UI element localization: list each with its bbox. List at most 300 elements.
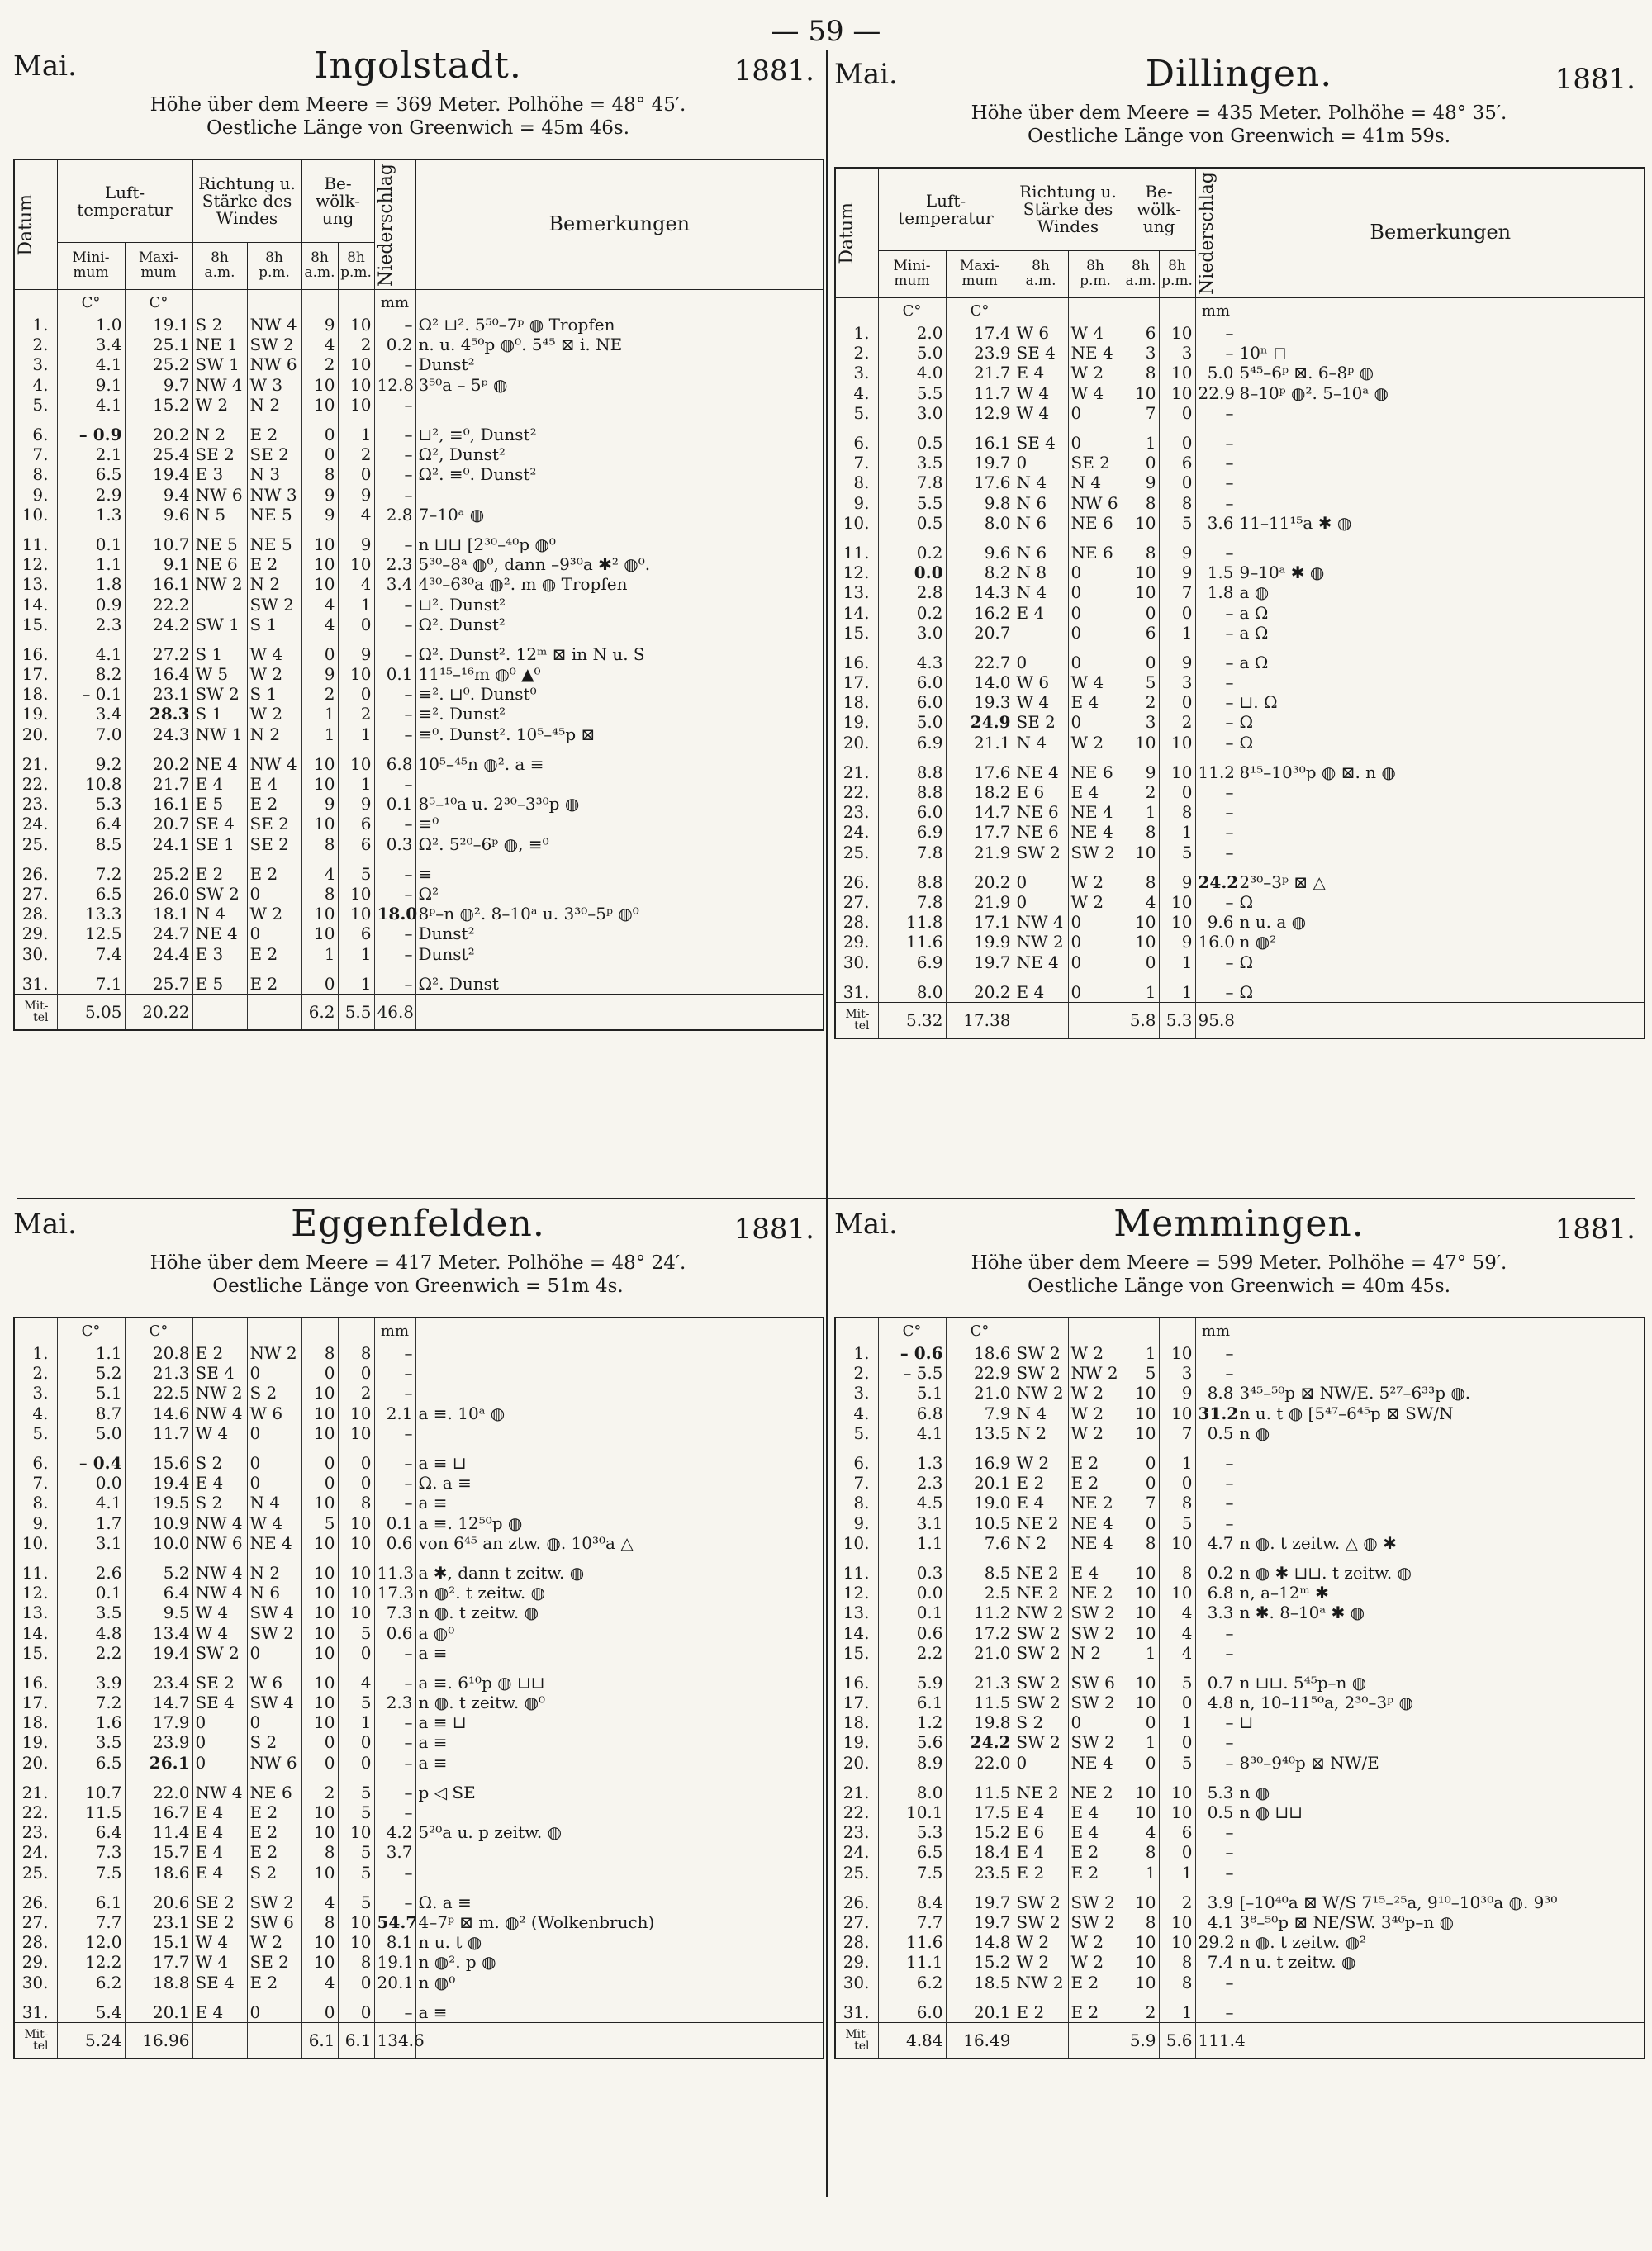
cell-wind-8pm: 0 <box>247 1643 301 1663</box>
column-bem: Bemerkungen <box>415 159 824 290</box>
cell-cloud-8pm: 4 <box>1159 1643 1195 1663</box>
cell-precip: – <box>1195 952 1237 971</box>
weather-table <box>834 167 1645 1039</box>
table-row <box>835 1553 1645 1583</box>
cell-precip: – <box>1195 323 1237 343</box>
cell-wind-8pm: SW 2 <box>1068 1603 1123 1622</box>
cell-mittel-7: 95.8 <box>1195 1002 1237 1038</box>
cell-wind-8am: N 6 <box>1014 493 1068 513</box>
cell-max-temp: 21.9 <box>946 892 1014 912</box>
cell-min-temp: 5.4 <box>57 1992 125 2023</box>
month-label: Mai. <box>834 1208 898 1241</box>
cell-max-temp: 16.9 <box>946 1443 1014 1473</box>
cell-cloud-8am: 2 <box>1123 1992 1159 2023</box>
cell-day: 23. <box>14 1822 57 1842</box>
cell-wind-8pm: W 4 <box>1068 323 1123 343</box>
table-row <box>14 774 824 794</box>
cell-wind-8pm: NE 4 <box>1068 802 1123 822</box>
cell-day: 26. <box>835 1883 878 1912</box>
cell-precip: – <box>374 774 415 794</box>
cell-max-temp: 24.7 <box>125 924 192 943</box>
cell-mittel-5: 6.1 <box>301 2022 338 2059</box>
column-nied <box>1195 168 1237 298</box>
cell-cloud-8pm: 4 <box>338 505 374 525</box>
cell-wind-8pm: E 2 <box>247 794 301 814</box>
cell-wind-8am: 0 <box>1014 1753 1068 1773</box>
cell-min-temp: – 0.4 <box>57 1443 125 1473</box>
cell-wind-8am: SE 2 <box>1014 712 1068 732</box>
cell-cloud-8pm: 10 <box>1159 1773 1195 1802</box>
cell-day: 7. <box>14 1473 57 1493</box>
cell-wind-8am: E 6 <box>1014 782 1068 802</box>
cell-wind-8pm: 0 <box>1068 1712 1123 1732</box>
cell-min-temp: 7.2 <box>57 1693 125 1712</box>
cell-remarks <box>1237 1822 1645 1842</box>
cell-min-temp: 0.0 <box>57 1473 125 1493</box>
cell-min-temp: 8.8 <box>878 862 946 892</box>
cell-wind-8pm: 0 <box>247 924 301 943</box>
cell-precip: – <box>1195 1992 1237 2023</box>
cell-cloud-8pm: 0 <box>1159 782 1195 802</box>
cell-day: 2. <box>14 1363 57 1383</box>
cell-cloud-8am: 10 <box>301 1802 338 1822</box>
cell-wind-8pm: W 2 <box>1068 862 1123 892</box>
cell-wind-8pm: NW 3 <box>247 485 301 505</box>
cell-min-temp: 1.3 <box>878 1443 946 1473</box>
cell-day: 18. <box>835 1712 878 1732</box>
cell-day: 4. <box>835 383 878 403</box>
cell-day: 8. <box>14 464 57 484</box>
cell-precip: 8.8 <box>1195 1383 1237 1403</box>
column-nied <box>374 159 415 290</box>
unit-blank <box>1237 1318 1645 1343</box>
unit-blank <box>1014 298 1068 324</box>
cell-wind-8am: NW 6 <box>192 485 247 505</box>
cell-wind-8pm: 0 <box>1068 932 1123 952</box>
table-row <box>14 1383 824 1403</box>
table-row <box>14 1773 824 1802</box>
cell-min-temp: 5.1 <box>878 1383 946 1403</box>
cell-cloud-8am: 0 <box>1123 1473 1159 1493</box>
cell-wind-8am: 0 <box>1014 892 1068 912</box>
table-row <box>14 1822 824 1842</box>
cell-day: 31. <box>14 964 57 995</box>
station-header <box>834 1203 1644 1317</box>
unit-blank <box>338 290 374 316</box>
cell-min-temp: 1.0 <box>57 315 125 335</box>
cell-min-temp: 0.0 <box>878 1583 946 1603</box>
table-row <box>835 892 1645 912</box>
cell-min-temp: 5.0 <box>878 712 946 732</box>
cell-cloud-8am: 4 <box>1123 1822 1159 1842</box>
cell-cloud-8am: 9 <box>301 315 338 335</box>
cell-remarks: a Ω <box>1237 643 1645 672</box>
cell-max-temp: 17.6 <box>946 753 1014 782</box>
cell-remarks: ⊔ <box>1237 1712 1645 1732</box>
cell-wind-8am: NE 2 <box>1014 1773 1068 1802</box>
table-row <box>835 822 1645 842</box>
cell-precip: 4.8 <box>1195 1693 1237 1712</box>
cell-precip: – <box>374 415 415 444</box>
station-block-eggenfelden <box>13 1203 823 2059</box>
cell-remarks: 8¹⁵–10³⁰p ◍ ⊠. n ◍ <box>1237 753 1645 782</box>
cell-wind-8am: NE 2 <box>1014 1513 1068 1533</box>
cell-max-temp: 19.4 <box>125 464 192 484</box>
cell-remarks <box>415 1423 824 1443</box>
cell-cloud-8am: 3 <box>1123 343 1159 363</box>
cell-mittel-5: 5.9 <box>1123 2022 1159 2059</box>
cell-wind-8am: SW 2 <box>1014 1732 1068 1752</box>
cell-cloud-8pm: 0 <box>338 684 374 704</box>
cell-day: 29. <box>14 1952 57 1972</box>
cell-precip: – <box>1195 1753 1237 1773</box>
cell-wind-8pm: W 3 <box>247 375 301 395</box>
cell-precip: 2.8 <box>374 505 415 525</box>
cell-min-temp: 5.2 <box>57 1363 125 1383</box>
cell-cloud-8am: 10 <box>301 1822 338 1842</box>
cell-wind-8am: 0 <box>192 1712 247 1732</box>
cell-remarks: Ω². 5²⁰–6ᵖ ◍, ≡⁰ <box>415 834 824 854</box>
cell-remarks: n ◍. t zeitw. ◍² <box>1237 1932 1645 1952</box>
cell-wind-8am: NW 4 <box>192 1553 247 1583</box>
cell-min-temp: 8.4 <box>878 1883 946 1912</box>
cell-wind-8am: E 4 <box>1014 1842 1068 1862</box>
cell-precip: – <box>374 395 415 415</box>
table-row <box>835 912 1645 932</box>
table-row <box>835 1643 1645 1663</box>
cell-cloud-8am: 10 <box>1123 383 1159 403</box>
cell-day: 29. <box>835 932 878 952</box>
cell-cloud-8am: 8 <box>1123 1842 1159 1862</box>
cell-cloud-8am: 10 <box>301 924 338 943</box>
cell-remarks: n u. t ◍ [5⁴⁷–6⁴⁵p ⊠ SW/N <box>1237 1403 1645 1423</box>
cell-max-temp: 14.8 <box>946 1932 1014 1952</box>
cell-wind-8pm: 0 <box>247 1992 301 2023</box>
unit-blank <box>415 290 824 316</box>
cell-cloud-8pm: 6 <box>338 834 374 854</box>
cell-max-temp: 18.6 <box>125 1863 192 1883</box>
cell-mittel-4 <box>1068 2022 1123 2059</box>
cell-day: 23. <box>835 1822 878 1842</box>
column-bew-8pm: 8h p.m. <box>1159 251 1195 298</box>
cell-max-temp: 20.6 <box>125 1883 192 1912</box>
cell-max-temp: 23.1 <box>125 684 192 704</box>
cell-cloud-8am: 0 <box>1123 643 1159 672</box>
cell-cloud-8pm: 1 <box>1159 822 1195 842</box>
cell-precip: 0.6 <box>374 1622 415 1642</box>
unit-celsius: C° <box>125 290 192 316</box>
cell-min-temp: 11.1 <box>878 1952 946 1972</box>
unit-mm: mm <box>1195 1318 1237 1343</box>
cell-min-temp: 0.5 <box>878 423 946 453</box>
unit-blank <box>1068 298 1123 324</box>
cell-cloud-8pm: 1 <box>1159 623 1195 643</box>
weather-table <box>834 1317 1645 2059</box>
cell-day: 12. <box>14 554 57 574</box>
cell-day: 28. <box>835 1932 878 1952</box>
cell-remarks: 3⁴⁵–⁵⁰p ⊠ NW/E. 5²⁷–6³³p ◍. <box>1237 1383 1645 1403</box>
cell-wind-8pm: W 2 <box>247 904 301 924</box>
cell-cloud-8am: 8 <box>301 464 338 484</box>
cell-max-temp: 24.2 <box>125 615 192 634</box>
cell-remarks <box>415 1802 824 1822</box>
cell-wind-8pm: S 2 <box>247 1732 301 1752</box>
cell-precip: – <box>1195 403 1237 423</box>
cell-remarks <box>1237 782 1645 802</box>
cell-min-temp: – 0.9 <box>57 415 125 444</box>
cell-max-temp: 25.2 <box>125 854 192 884</box>
cell-cloud-8am: 10 <box>1123 582 1159 602</box>
cell-precip: – <box>1195 692 1237 712</box>
cell-day: 29. <box>835 1952 878 1972</box>
cell-day: 31. <box>14 1992 57 2023</box>
year-label: 1881. <box>1555 63 1635 96</box>
cell-min-temp: 4.1 <box>57 395 125 415</box>
cell-max-temp: 19.8 <box>946 1712 1014 1732</box>
cell-cloud-8am: 1 <box>1123 972 1159 1003</box>
cell-wind-8pm: E 2 <box>1068 1473 1123 1493</box>
table-row <box>835 403 1645 423</box>
cell-cloud-8am: 10 <box>1123 1622 1159 1642</box>
cell-wind-8pm: SW 6 <box>1068 1663 1123 1693</box>
table-row <box>835 1383 1645 1403</box>
table-row <box>14 884 824 904</box>
unit-celsius: C° <box>57 290 125 316</box>
cell-mittel-4 <box>247 994 301 1030</box>
cell-cloud-8am: 2 <box>301 1773 338 1802</box>
cell-wind-8am: 0 <box>1014 643 1068 672</box>
cell-max-temp: 9.6 <box>946 533 1014 563</box>
altitude-line: Höhe über dem Meere = 435 Meter. Polhöhe = 48° 35′. <box>971 102 1507 124</box>
cell-wind-8pm: W 2 <box>247 664 301 684</box>
table-row <box>14 794 824 814</box>
table-row <box>835 1583 1645 1603</box>
cell-cloud-8pm: 0 <box>1159 692 1195 712</box>
cell-precip: 0.1 <box>374 664 415 684</box>
cell-cloud-8am: 2 <box>301 684 338 704</box>
cell-remarks <box>1237 1992 1645 2023</box>
cell-precip: – <box>374 1712 415 1732</box>
cell-cloud-8am: 10 <box>301 1622 338 1642</box>
cell-min-temp: 7.8 <box>878 892 946 912</box>
cell-precip: 6.8 <box>1195 1583 1237 1603</box>
cell-precip: – <box>1195 1712 1237 1732</box>
cell-cloud-8am: 10 <box>301 1603 338 1622</box>
cell-min-temp: 3.1 <box>878 1513 946 1533</box>
cell-wind-8am: NE 6 <box>1014 822 1068 842</box>
cell-wind-8am: W 6 <box>1014 323 1068 343</box>
column-bew-8pm: 8h p.m. <box>338 243 374 290</box>
cell-precip: 18.0 <box>374 904 415 924</box>
cell-cloud-8am: 1 <box>1123 423 1159 453</box>
column-wind-8pm: 8h p.m. <box>1068 251 1123 298</box>
cell-cloud-8pm: 10 <box>1159 912 1195 932</box>
table-row <box>14 1693 824 1712</box>
cell-cloud-8am: 8 <box>1123 1912 1159 1932</box>
cell-precip: 17.3 <box>374 1583 415 1603</box>
cell-wind-8am: NE 4 <box>192 744 247 774</box>
cell-wind-8pm: NE 5 <box>247 505 301 525</box>
table-row <box>14 1533 824 1553</box>
cell-max-temp: 16.1 <box>125 794 192 814</box>
cell-cloud-8pm: 6 <box>1159 1822 1195 1842</box>
cell-remarks: a ≡ <box>415 1732 824 1752</box>
cell-wind-8pm: W 2 <box>1068 1423 1123 1443</box>
cell-wind-8pm: 0 <box>247 1712 301 1732</box>
cell-max-temp: 20.2 <box>946 972 1014 1003</box>
cell-wind-8pm: 0 <box>247 1423 301 1443</box>
cell-cloud-8am: 0 <box>301 1732 338 1752</box>
unit-blank <box>338 1318 374 1343</box>
cell-cloud-8am: 0 <box>301 1473 338 1493</box>
cell-cloud-8pm: 10 <box>338 1403 374 1423</box>
cell-wind-8am: W 4 <box>1014 403 1068 423</box>
column-min: Mini-mum <box>878 251 946 298</box>
cell-remarks: n u. t zeitw. ◍ <box>1237 1952 1645 1972</box>
cell-remarks: n ◍⁰ <box>415 1972 824 1992</box>
cell-max-temp: 17.4 <box>946 323 1014 343</box>
cell-wind-8am: NE 5 <box>192 525 247 554</box>
unit-blank <box>1014 1318 1068 1343</box>
table-row <box>835 672 1645 692</box>
year-label: 1881. <box>733 1213 814 1246</box>
cell-cloud-8am: 9 <box>1123 753 1159 782</box>
cell-max-temp: 20.7 <box>946 623 1014 643</box>
cell-max-temp: 22.0 <box>125 1773 192 1802</box>
cell-precip: 2.3 <box>374 1693 415 1712</box>
table-row <box>835 453 1645 473</box>
cell-remarks: n ✱. 8–10ᵃ ✱ ◍ <box>1237 1603 1645 1622</box>
cell-remarks: Ω². ≡⁰. Dunst² <box>415 464 824 484</box>
cell-wind-8pm: NE 6 <box>1068 533 1123 563</box>
cell-remarks: ≡². ⊔⁰. Dunst⁰ <box>415 684 824 704</box>
cell-max-temp: 21.0 <box>946 1383 1014 1403</box>
cell-max-temp: 9.8 <box>946 493 1014 513</box>
cell-max-temp: 24.4 <box>125 943 192 963</box>
cell-cloud-8am: 0 <box>301 415 338 444</box>
cell-cloud-8pm: 8 <box>1159 802 1195 822</box>
cell-min-temp: 2.6 <box>57 1553 125 1583</box>
cell-remarks: ≡ <box>415 854 824 884</box>
cell-max-temp: 16.7 <box>125 1802 192 1822</box>
table-row <box>14 1643 824 1663</box>
cell-day: 19. <box>14 1732 57 1752</box>
cell-max-temp: 15.2 <box>125 395 192 415</box>
column-bew-8am: 8h a.m. <box>301 243 338 290</box>
cell-day: 8. <box>14 1493 57 1513</box>
cell-day: 3. <box>14 354 57 374</box>
table-row <box>835 383 1645 403</box>
cell-precip: – <box>1195 623 1237 643</box>
cell-wind-8am: S 1 <box>192 704 247 724</box>
cell-wind-8pm: N 2 <box>247 724 301 744</box>
cell-precip: – <box>374 684 415 704</box>
cell-remarks: 7–10ᵃ ◍ <box>415 505 824 525</box>
table-row <box>14 594 824 614</box>
cell-max-temp: 2.5 <box>946 1583 1014 1603</box>
unit-blank <box>14 1318 57 1343</box>
cell-remarks <box>1237 1842 1645 1862</box>
cell-wind-8am: E 4 <box>1014 363 1068 382</box>
cell-wind-8pm: SE 2 <box>247 444 301 464</box>
cell-cloud-8pm: 1 <box>338 415 374 444</box>
cell-min-temp: 3.0 <box>878 623 946 643</box>
table-row <box>835 1883 1645 1912</box>
cell-max-temp: 28.3 <box>125 704 192 724</box>
cell-cloud-8pm: 5 <box>1159 843 1195 862</box>
cell-wind-8pm: 0 <box>247 1473 301 1493</box>
cell-min-temp: 4.1 <box>878 1423 946 1443</box>
cell-wind-8am: NW 2 <box>1014 1603 1068 1622</box>
altitude-line: Höhe über dem Meere = 599 Meter. Polhöhe = 47° 59′. <box>971 1252 1507 1274</box>
cell-wind-8pm: NW 2 <box>1068 1363 1123 1383</box>
table-row <box>835 493 1645 513</box>
cell-remarks: a ≡ <box>415 1753 824 1773</box>
cell-wind-8am: SE 4 <box>1014 423 1068 453</box>
table-row <box>14 335 824 354</box>
unit-mm: mm <box>1195 298 1237 324</box>
cell-cloud-8pm: 3 <box>1159 1363 1195 1383</box>
cell-max-temp: 21.3 <box>125 1363 192 1383</box>
cell-remarks <box>415 1863 824 1883</box>
cell-precip: 0.5 <box>1195 1423 1237 1443</box>
cell-day: 10. <box>835 513 878 533</box>
cell-wind-8pm: NW 2 <box>247 1343 301 1363</box>
cell-day: 13. <box>14 1603 57 1622</box>
table-row <box>835 692 1645 712</box>
cell-precip: – <box>374 1383 415 1403</box>
cell-cloud-8am: 5 <box>1123 1363 1159 1383</box>
cell-remarks: 3⁸–⁵⁰p ⊠ NE/SW. 3⁴⁰p–n ◍ <box>1237 1912 1645 1932</box>
cell-day: 10. <box>835 1533 878 1553</box>
cell-wind-8pm: W 6 <box>247 1403 301 1423</box>
cell-cloud-8pm: 0 <box>1159 423 1195 453</box>
cell-max-temp: 15.1 <box>125 1932 192 1952</box>
cell-wind-8am: NE 6 <box>1014 802 1068 822</box>
cell-min-temp: 1.2 <box>878 1712 946 1732</box>
station-header <box>834 53 1644 167</box>
unit-blank <box>415 1318 824 1343</box>
cell-precip: 3.3 <box>1195 1603 1237 1622</box>
cell-max-temp: 8.5 <box>946 1553 1014 1583</box>
cell-wind-8am: SW 2 <box>192 884 247 904</box>
cell-day: 13. <box>835 582 878 602</box>
cell-max-temp: 17.9 <box>125 1712 192 1732</box>
cell-cloud-8pm: 5 <box>338 1842 374 1862</box>
cell-wind-8am: NW 6 <box>192 1533 247 1553</box>
cell-precip: – <box>1195 1863 1237 1883</box>
cell-remarks: n ◍² <box>1237 932 1645 952</box>
cell-day: 10. <box>14 505 57 525</box>
cell-precip: – <box>374 704 415 724</box>
table-row <box>835 1493 1645 1513</box>
cell-remarks <box>1237 403 1645 423</box>
cell-precip: 0.7 <box>1195 1663 1237 1693</box>
cell-cloud-8am: 1 <box>301 943 338 963</box>
cell-cloud-8am: 10 <box>301 1583 338 1603</box>
table-row <box>14 664 824 684</box>
cell-wind-8pm: 0 <box>1068 403 1123 423</box>
cell-precip: 19.1 <box>374 1952 415 1972</box>
cell-max-temp: 14.7 <box>946 802 1014 822</box>
cell-remarks: n, a–12ᵐ ✱ <box>1237 1583 1645 1603</box>
unit-mm: mm <box>374 1318 415 1343</box>
cell-max-temp: 17.7 <box>946 822 1014 842</box>
cell-wind-8am: S 2 <box>192 315 247 335</box>
cell-min-temp: 2.9 <box>57 485 125 505</box>
cell-cloud-8am: 4 <box>301 1972 338 1992</box>
cell-wind-8pm: E 4 <box>1068 692 1123 712</box>
